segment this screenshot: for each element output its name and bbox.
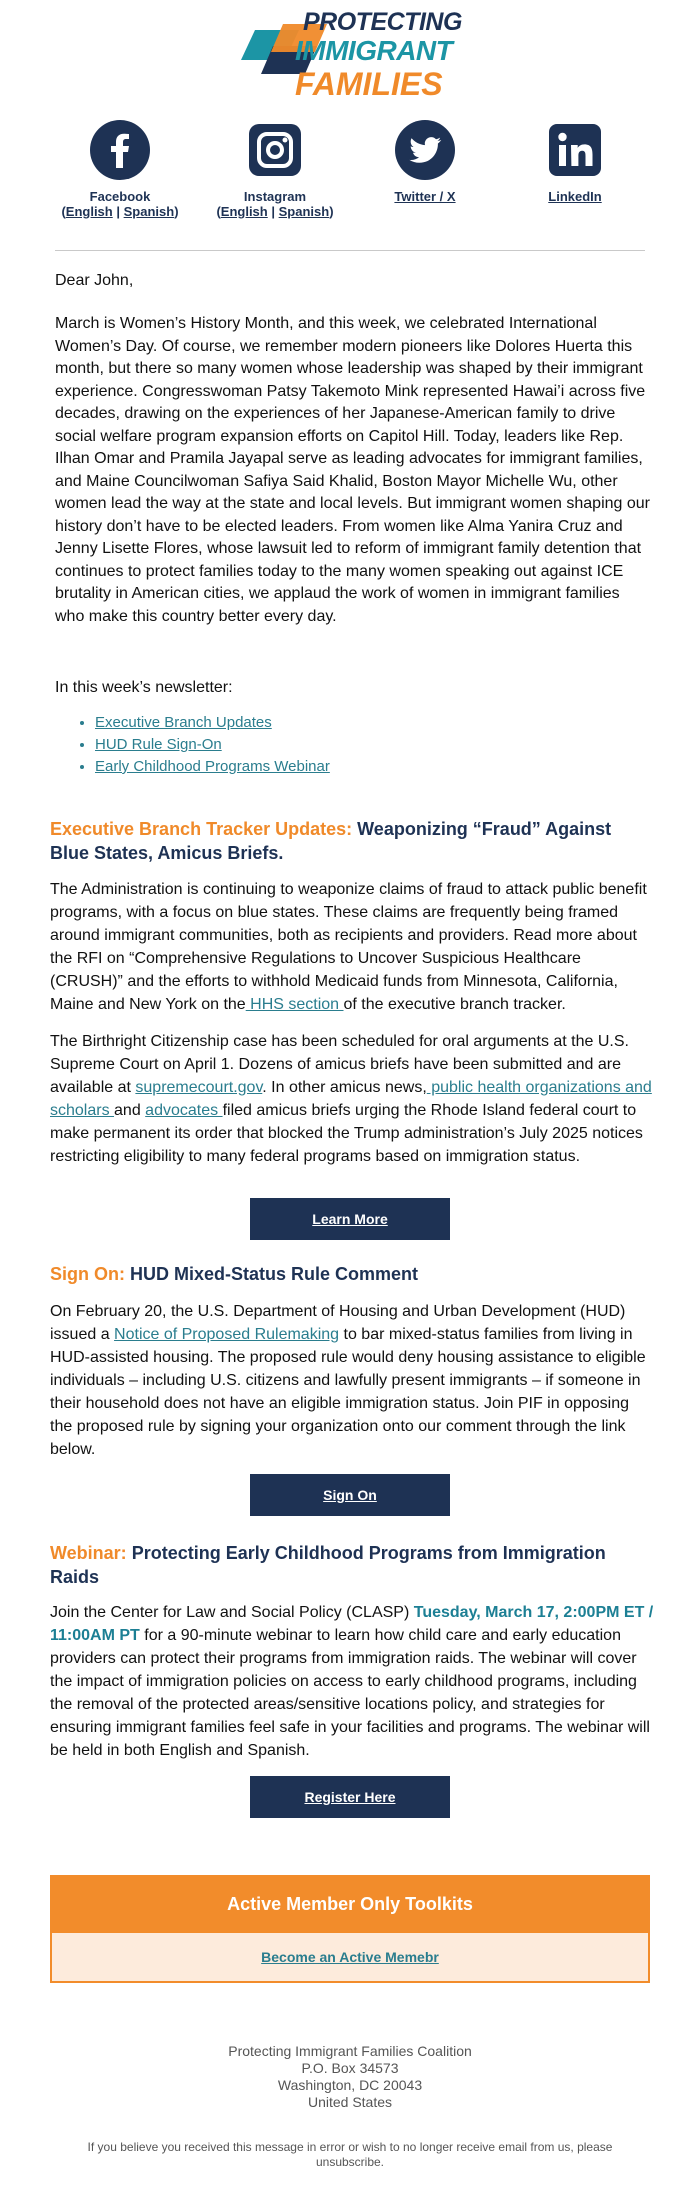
text-run: to bar mixed-status families from living in HUD-assisted housing. The proposed rule would deny housing assistance to eligible individuals – including U.S. citizens and lawfully present immigrants – if someone in their household does not have an eligible immigration status. Join PIF in opposing the proposed rule by signing your organization onto our comment through the link below. <box>50 1326 646 1458</box>
advocates-link[interactable]: advocates <box>145 1102 223 1119</box>
instagram-english-link[interactable]: English <box>220 204 268 219</box>
hhs-section-link[interactable]: HHS section <box>245 996 344 1013</box>
toc-list <box>95 712 330 778</box>
footer-city: Washington, DC 20043 <box>277 2077 423 2093</box>
section-title: HUD Mixed-Status Rule Comment <box>125 1264 419 1284</box>
public-health-link[interactable]: public health organizations and scholars <box>50 1079 652 1119</box>
webinar-datetime: Tuesday, March 17, 2:00PM ET / 11:00AM PT <box>50 1604 654 1644</box>
text-run: The Administration is continuing to weaponize claims of fraud to attack public benefit programs, with a focus on blue states. These claims are frequently being framed around immigrant communities, both as recipients and providers. Read more about the RFI on “Comprehensive Regulations to Uncover Suspicious Healthcare (CRUSH)” and the efforts to withhold Medicaid funds from Minnesota, California, Maine and New York on the <box>50 881 647 1013</box>
footer-country: United States <box>307 2094 393 2110</box>
toolkit-heading: Active Member Only Toolkits <box>50 1875 650 1933</box>
intro-paragraph <box>55 313 650 628</box>
text-run: for a 90-minute webinar to learn how child care and early education providers can protect their programs from immigration raids. The webinar will cover the impact of immigration policies on access to early childhood programs, including the removal of the protected areas/sensitive locations policy, and strategies for ensuring immigrant families feel safe in your facilities and programs. The webinar will be held in both English and Spanish. <box>50 1627 650 1759</box>
footer-org: Protecting Immigrant Families Coalition <box>228 2043 472 2059</box>
linkedin-link[interactable]: LinkedIn <box>548 189 602 204</box>
logo-line-2: IMMIGRANT <box>295 35 453 66</box>
facebook-english-link[interactable]: English <box>65 204 113 219</box>
toc-link-webinar[interactable]: Early Childhood Programs Webinar <box>95 758 330 775</box>
section-accent: Webinar: <box>50 1543 127 1563</box>
text-run: of the executive branch tracker. <box>343 996 566 1013</box>
toc-item[interactable] <box>95 756 330 778</box>
text-run: filed amicus briefs urging the Rhode Island federal court to make permanent its order that blocked the Trump administration’s July 2025 notices restricting eligibility to many federal programs based on immigration status. <box>50 1102 643 1165</box>
section-executive-p1 <box>50 878 655 1016</box>
text-run: The Birthright Citizenship case has been scheduled for oral arguments at the U.S. Supreme Court on April 1. Dozens of amicus briefs have been submitted and are available at <box>50 1033 629 1096</box>
section-title: Protecting Early Childhood Programs from Immigration Raids <box>50 1543 606 1587</box>
text-run: On February 20, the U.S. Department of Housing and Urban Development (HUD) issued a <box>50 1303 626 1343</box>
section-hud-paragraph <box>50 1300 655 1461</box>
social-linkedin <box>495 120 655 204</box>
sign-on-button[interactable]: Sign On <box>250 1474 450 1516</box>
register-here-button[interactable]: Register Here <box>250 1776 450 1818</box>
intro-text: March is Women’s History Month, and this week, we celebrated International Women’s Day. Of course, we remember modern pioneers like Dolores Huerta this month, but there so many women whose leadership was shaped by their immigrant experience. Congresswoman Patsy Takemoto Mink represented Hawai’i across five decades, drawing on the experiences of her Japanese-American family to drive social welfare program expansion efforts on Capitol Hill. Today, leaders like Rep. Ilhan Omar and Pramila Jayapal serve as leading advocates for immigrant families, and Maine Councilwoman Safiya Said Khalid, Boston Mayor Michelle Wu, other women lead the way at the state and local levels. But immigrant women shaping our history don’t have to be elected leaders. From women like Alma Yanira Cruz and Jenny Lisette Flores, whose lawsuit led to reform of immigrant family detention that continues to protect families today to the many women speaking out against ICE brutality in American cities, we applaud the work of women in immigrant families who make this country better every day. <box>55 315 650 625</box>
facebook-label: Facebook <box>89 189 151 204</box>
header-divider <box>55 250 645 251</box>
toc-link-executive[interactable]: Executive Branch Updates <box>95 714 272 731</box>
text-run: . In other amicus news, <box>262 1079 427 1096</box>
text-run: Join the Center for Law and Social Policy (CLASP) <box>50 1604 414 1621</box>
toc-item[interactable] <box>95 734 330 756</box>
linkedin-icon[interactable] <box>545 120 605 180</box>
separator: | <box>116 204 120 219</box>
become-active-member-link[interactable]: Become an Active Memebr <box>261 1949 439 1965</box>
pif-logo[interactable] <box>233 8 473 104</box>
footer-pobox: P.O. Box 34573 <box>301 2060 399 2076</box>
toc-intro: In this week’s newsletter: <box>55 679 233 696</box>
section-executive-heading <box>50 817 650 865</box>
section-accent: Executive Branch Tracker Updates: <box>50 819 353 839</box>
section-webinar-paragraph <box>50 1601 655 1762</box>
section-title: Weaponizing “Fraud” Against Blue States, Amicus Briefs. <box>50 819 612 863</box>
notice-rulemaking-link[interactable]: Notice of Proposed Rulemaking <box>114 1326 340 1343</box>
instagram-icon[interactable] <box>245 120 305 180</box>
section-accent: Sign On: <box>50 1264 125 1284</box>
facebook-icon[interactable] <box>90 120 150 180</box>
unsubscribe-notice[interactable]: If you believe you received this message in error or wish to no longer receive email from us, please unsubscribe. <box>87 2140 613 2169</box>
section-hud-heading <box>50 1262 650 1286</box>
social-instagram: Instagram (English | Spanish) <box>195 120 355 219</box>
section-webinar-heading <box>50 1541 650 1589</box>
learn-more-button[interactable]: Learn More <box>250 1198 450 1240</box>
facebook-spanish-link[interactable]: Spanish <box>123 204 175 219</box>
toolkit-box <box>50 1933 650 1983</box>
supremecourt-link[interactable]: supremecourt.gov <box>135 1079 263 1096</box>
social-row <box>40 120 660 230</box>
instagram-spanish-link[interactable]: Spanish <box>278 204 330 219</box>
twitter-icon[interactable] <box>395 120 455 180</box>
greeting: Dear John, <box>55 272 134 289</box>
toc-item[interactable] <box>95 712 330 734</box>
logo-line-1: PROTECTING <box>303 8 462 36</box>
logo-line-3: FAMILIES <box>295 66 443 102</box>
separator: | <box>271 204 275 219</box>
social-facebook: Facebook (English | Spanish) <box>40 120 200 219</box>
toc-link-hud[interactable]: HUD Rule Sign-On <box>95 736 222 753</box>
instagram-label: Instagram <box>243 189 307 204</box>
twitter-link[interactable]: Twitter / X <box>394 189 456 204</box>
text-run: and <box>114 1102 146 1119</box>
social-twitter <box>345 120 505 204</box>
section-executive-p2 <box>50 1030 655 1168</box>
